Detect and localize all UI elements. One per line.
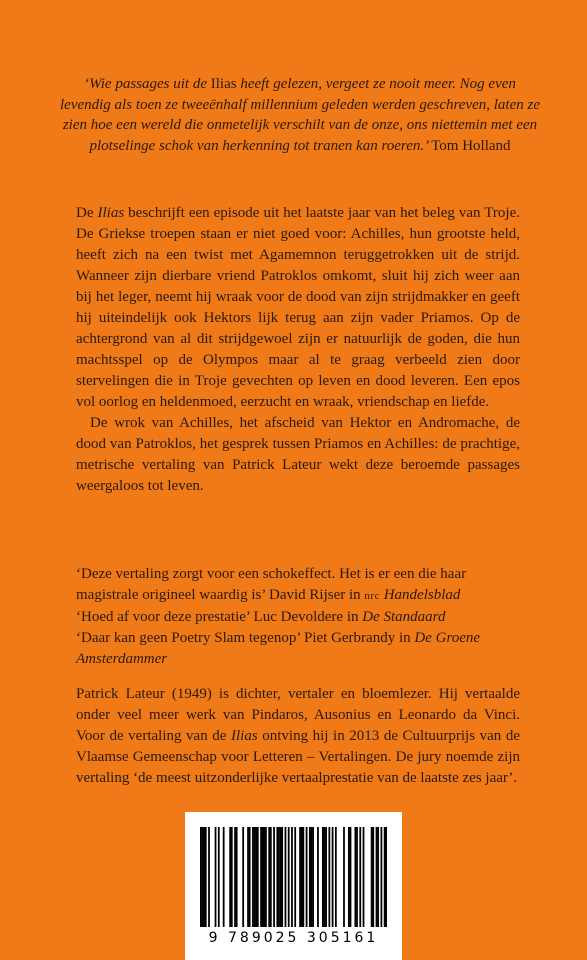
barcode-bar [335,827,337,927]
barcode-bar [301,827,303,927]
barcode-bar [265,827,267,927]
barcode-bar [377,827,379,927]
barcode-bar [249,827,251,927]
barcode-bar [384,827,386,927]
barcode-bar [343,827,345,927]
barcode-bar [242,827,244,927]
barcode-bar [376,827,378,927]
barcode-bar [229,827,231,927]
barcode-bar [255,827,257,927]
barcode-bar [359,827,361,927]
barcode-bar [263,827,265,927]
book-title: Ilias [210,76,237,92]
barcode-bar [268,827,270,927]
barcode-bar [312,827,314,927]
barcode-bar [276,827,278,927]
barcode-bar [236,827,238,927]
barcode-bar [218,827,220,927]
barcode-bar [299,827,301,927]
barcode-bar [280,827,282,927]
description-paragraph-1: De Ilias beschrijft een episode uit het laatste jaar van het beleg van Troje. De Griekse troepen staan er niet goed voor: Achilles, hun grootste held, heeft zich na een twist met Agamemnon teruggetrokken uit de strijd. Wanneer zijn dierbare vriend Patroklos omkomt, sluit hij zich weer aan bij het leger, neemt hij wraak voor de dood van zijn strijdmakker en geeft hij uiteindelijk ook Hektors lijk terug aan zijn vader Priamos. Op de achtergrond van al dit strijdgewoel zijn er natuurlijk de goden, die hun machtsspel op de Olympos maar al te graag verbeeld zien door stervelingen die in Troje gevechten op leven en dood leveren. Een epos vol oorlog en heldenmoed, eerzucht en wraak, vriendschap en liefde. [76,205,520,410]
press-quote-1: ‘Deze vertaling zorgt voor een schokeffect. Het is er een die haar magistrale origineel waardig is’ David Rijser in nrc Handelsblad [76,566,467,603]
barcode-bar [356,827,358,927]
barcode-bar [262,827,264,927]
barcode-bar [208,827,210,927]
barcode-bar [324,827,326,927]
barcode-bar [285,827,287,927]
press-quote-3: ‘Daar kan geen Poetry Slam tegenop’ Piet Gerbrandy in De Groene Amsterdammer [76,630,481,667]
barcode-bar [260,827,262,927]
barcode-bar [381,827,383,927]
book-title: Ilias [231,728,258,744]
description-paragraph-2: De wrok van Achilles, het afscheid van Hektor en Andromache, de dood van Patroklos, het gesprek tussen Priamos en Achilles: de prachtige, metrische vertaling van Patrick Lateur wekt deze beroemde passages weergaloos tot leven. [76,415,520,494]
barcode-bar [371,827,373,927]
barcode-bar [348,827,350,927]
barcode-bar [202,827,204,927]
barcode-bar [372,827,374,927]
barcode-bar [281,827,283,927]
press-quotes [76,564,520,670]
barcode-bar [332,827,334,927]
barcode-bar [234,827,236,927]
isbn-barcode [185,812,402,960]
barcode-bar [278,827,280,927]
praise-quote: ‘Wie passages uit de Ilias heeft gelezen, vergeet ze nooit meer. Nog even levendig als toen ze tweeënhalf millennium geleden werden geschreven, laten ze zien hoe een wereld die onmetelijk verschilt van de onze, ons niettemin met een plotselinge schok van herkenning tot tranen kan roeren.’ Tom Holland [60,76,540,154]
barcode-bar [215,827,217,927]
barcode-bar [309,827,311,927]
barcode-bar [385,827,387,927]
book-title: Ilias [97,205,125,221]
barcode-bar [328,827,330,927]
barcode-bar [354,827,356,927]
barcode-bar [231,827,233,927]
barcode-bar [200,827,202,927]
translator-bio: Patrick Lateur (1949) is dichter, vertaler en bloemlezer. Hij vertaalde onder veel meer werk van Pindaros, Ausonius en Leonardo da Vinci. Voor de vertaling van de Ilias ontving hij in 2013 de Cultuurprijs van de Vlaamse Gemeenschap voor Letteren – Vertalingen. De jury noemde zijn vertaling ‘de meest uitzonderlijke vertaalprestatie van de laatste zes jaar’. [76,686,520,786]
barcode-bar [294,827,296,927]
barcode-bar [257,827,259,927]
barcode-bar [322,827,324,927]
barcode-bar [223,827,225,927]
press-quote-2: ‘Hoed af voor deze prestatie’ Luc Devoldere in De Standaard [76,609,446,625]
barcode-bar [252,827,254,927]
barcode-bar [203,827,205,927]
barcode-bar [306,827,308,927]
book-description [76,203,520,497]
barcode-bar [270,827,272,927]
barcode-bar [350,827,352,927]
barcode-bar [302,827,304,927]
barcode-bar [291,827,293,927]
barcode-bar [288,827,290,927]
barcode-bars [200,827,387,927]
barcode-bar [363,827,365,927]
barcode-bar [311,827,313,927]
quote-author: Tom Holland [431,137,511,154]
barcode-bar [273,827,275,927]
isbn-number: 9 789025 305161 [208,930,379,946]
barcode-bar [325,827,327,927]
barcode-bar [205,827,207,927]
barcode-bar [317,827,319,927]
barcode-bar [247,827,249,927]
barcode-bar [254,827,256,927]
